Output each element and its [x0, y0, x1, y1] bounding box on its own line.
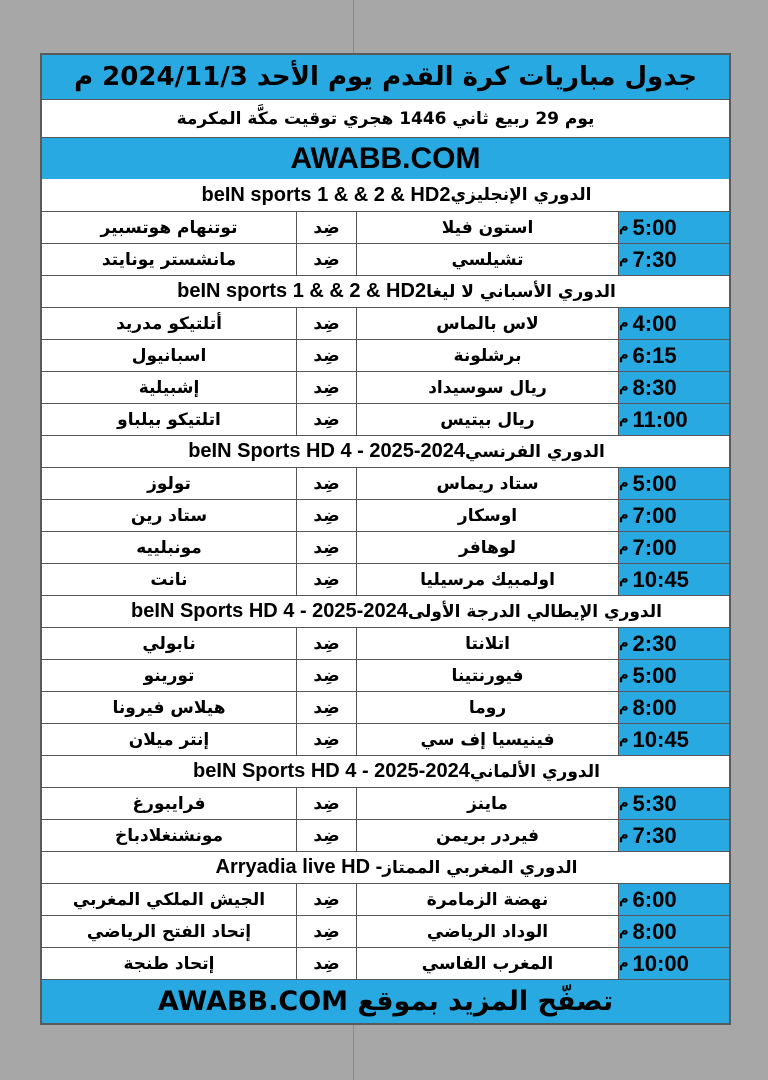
match-row	[42, 723, 729, 755]
home-team: نهضة الزمامرة	[357, 884, 619, 915]
home-team: الوداد الرياضي	[357, 916, 619, 947]
match-time: 7:30	[632, 246, 677, 272]
vs-label: ضِد	[297, 564, 357, 595]
vs-label: ضِد	[297, 692, 357, 723]
match-time-cell	[619, 628, 729, 659]
home-team: استون فيلا	[357, 212, 619, 243]
home-team: فيردر بريمن	[357, 820, 619, 851]
away-team: فرايبورغ	[42, 788, 297, 819]
home-team: فيورنتينا	[357, 660, 619, 691]
meridiem-label: م	[619, 956, 629, 971]
match-row	[42, 915, 729, 947]
match-time: 7:00	[632, 534, 677, 560]
match-time: 6:00	[632, 886, 677, 912]
match-row	[42, 307, 729, 339]
match-time-cell	[619, 372, 729, 403]
away-team: نابولي	[42, 628, 297, 659]
match-time-cell	[619, 308, 729, 339]
match-time: 8:00	[632, 694, 677, 720]
match-row	[42, 627, 729, 659]
meridiem-label: م	[619, 636, 629, 651]
meridiem-label: م	[619, 380, 629, 395]
league-channel: beIN Sports HD 4 - 2025-2024	[193, 760, 470, 782]
away-team: اتلتيكو بيلباو	[42, 404, 297, 435]
league-name: الدوري المغربي الممتاز	[382, 857, 578, 878]
league-name: الدوري الأسباني لا ليغا	[426, 281, 616, 302]
match-row	[42, 371, 729, 403]
away-team: ستاد رين	[42, 500, 297, 531]
vs-label: ضِد	[297, 244, 357, 275]
away-team: أتلتيكو مدريد	[42, 308, 297, 339]
home-team: لاس بالماس	[357, 308, 619, 339]
match-time-cell	[619, 468, 729, 499]
league-channel: beIN Sports HD 4 - 2025-2024	[188, 440, 465, 462]
vs-label: ضِد	[297, 628, 357, 659]
site-banner[interactable]: AWABB.COM	[42, 137, 729, 179]
home-team: المغرب الفاسي	[357, 948, 619, 979]
vs-label: ضِد	[297, 724, 357, 755]
away-team: مانشستر يونايتد	[42, 244, 297, 275]
league-name: الدوري الإيطالي الدرجة الأولى	[407, 601, 662, 622]
away-team: نانت	[42, 564, 297, 595]
away-team: الجيش الملكي المغربي	[42, 884, 297, 915]
match-time-cell	[619, 564, 729, 595]
match-row	[42, 787, 729, 819]
home-team: اوسكار	[357, 500, 619, 531]
home-team: تشيلسي	[357, 244, 619, 275]
league-header	[42, 435, 729, 467]
meridiem-label: م	[619, 572, 629, 587]
match-row	[42, 883, 729, 915]
vs-label: ضِد	[297, 212, 357, 243]
leagues-container	[42, 179, 729, 979]
schedule-sheet	[40, 53, 731, 1025]
match-row	[42, 531, 729, 563]
league-name: الدوري الإنجليزي	[450, 185, 592, 205]
match-time-cell	[619, 532, 729, 563]
match-row	[42, 819, 729, 851]
match-time: 8:30	[632, 374, 677, 400]
schedule-title: جدول مباريات كرة القدم يوم الأحد 2024/11/3 م	[42, 55, 729, 99]
match-row	[42, 211, 729, 243]
vs-label: ضِد	[297, 532, 357, 563]
match-row	[42, 243, 729, 275]
match-time: 5:00	[632, 470, 677, 496]
vs-label: ضِد	[297, 372, 357, 403]
match-time-cell	[619, 724, 729, 755]
vs-label: ضِد	[297, 916, 357, 947]
meridiem-label: م	[619, 476, 629, 491]
league-channel: beIN sports 1 & & 2 & HD2	[177, 280, 427, 302]
vs-label: ضِد	[297, 468, 357, 499]
match-time: 11:00	[632, 406, 688, 432]
match-row	[42, 403, 729, 435]
meridiem-label: م	[619, 668, 629, 683]
away-team: هيلاس فيرونا	[42, 692, 297, 723]
match-time-cell	[619, 820, 729, 851]
home-team: لوهافر	[357, 532, 619, 563]
league-header	[42, 275, 729, 307]
match-time-cell	[619, 340, 729, 371]
vs-label: ضِد	[297, 884, 357, 915]
match-row	[42, 339, 729, 371]
away-team: مونشنغلادباخ	[42, 820, 297, 851]
home-team: ريال بيتيس	[357, 404, 619, 435]
league-channel: Arryadia live HD -	[215, 856, 383, 878]
vs-label: ضِد	[297, 500, 357, 531]
match-time: 10:00	[632, 950, 689, 976]
away-team: تولوز	[42, 468, 297, 499]
home-team: اتلانتا	[357, 628, 619, 659]
home-team: فينيسيا إف سي	[357, 724, 619, 755]
league-header	[42, 595, 729, 627]
match-time: 4:00	[632, 310, 677, 336]
away-team: مونبلييه	[42, 532, 297, 563]
meridiem-label: م	[619, 220, 629, 235]
match-time-cell	[619, 692, 729, 723]
league-name: الدوري الفرنسي	[465, 441, 605, 462]
away-team: إنتر ميلان	[42, 724, 297, 755]
home-team: ستاد ريماس	[357, 468, 619, 499]
away-team: إتحاد الفتح الرياضي	[42, 916, 297, 947]
meridiem-label: م	[619, 924, 629, 939]
vs-label: ضِد	[297, 660, 357, 691]
meridiem-label: م	[619, 252, 629, 267]
match-row	[42, 563, 729, 595]
match-time-cell	[619, 916, 729, 947]
match-row	[42, 467, 729, 499]
meridiem-label: م	[619, 412, 629, 427]
home-team: ماينز	[357, 788, 619, 819]
meridiem-label: م	[619, 700, 629, 715]
meridiem-label: م	[619, 540, 629, 555]
match-time: 6:15	[632, 342, 677, 368]
match-time-cell	[619, 500, 729, 531]
away-team: اسبانيول	[42, 340, 297, 371]
match-time-cell	[619, 948, 729, 979]
meridiem-label: م	[619, 508, 629, 523]
match-time-cell	[619, 660, 729, 691]
away-team: إتحاد طنجة	[42, 948, 297, 979]
hijri-date: يوم 29 ربيع ثاني 1446 هجري توقيت مكَّة المكرمة	[42, 99, 729, 137]
match-time-cell	[619, 788, 729, 819]
home-team: روما	[357, 692, 619, 723]
match-time-cell	[619, 212, 729, 243]
match-time: 8:00	[632, 918, 677, 944]
league-channel: beIN Sports HD 4 - 2025-2024	[131, 600, 408, 622]
match-time-cell	[619, 884, 729, 915]
match-row	[42, 499, 729, 531]
match-time: 10:45	[632, 566, 689, 592]
match-time: 7:00	[632, 502, 677, 528]
match-row	[42, 947, 729, 979]
match-time: 5:00	[632, 662, 677, 688]
vs-label: ضِد	[297, 308, 357, 339]
league-header	[42, 755, 729, 787]
vs-label: ضِد	[297, 788, 357, 819]
footer-banner[interactable]: تصفّح المزيد بموقع AWABB.COM	[42, 979, 729, 1023]
league-name: الدوري الألماني	[469, 761, 600, 782]
league-header	[42, 179, 729, 211]
home-team: برشلونة	[357, 340, 619, 371]
match-row	[42, 659, 729, 691]
meridiem-label: م	[619, 796, 629, 811]
vs-label: ضِد	[297, 820, 357, 851]
league-channel: beIN sports 1 & & 2 & HD2	[201, 183, 451, 206]
vs-label: ضِد	[297, 404, 357, 435]
meridiem-label: م	[619, 316, 629, 331]
match-time: 5:00	[632, 214, 677, 240]
match-time-cell	[619, 244, 729, 275]
away-team: إشبيلية	[42, 372, 297, 403]
away-team: توتنهام هوتسبير	[42, 212, 297, 243]
match-time-cell	[619, 404, 729, 435]
vs-label: ضِد	[297, 948, 357, 979]
match-row	[42, 691, 729, 723]
league-header	[42, 851, 729, 883]
match-time: 2:30	[632, 630, 677, 656]
meridiem-label: م	[619, 828, 629, 843]
match-time: 10:45	[632, 726, 689, 752]
match-time: 7:30	[632, 822, 677, 848]
meridiem-label: م	[619, 892, 629, 907]
home-team: ريال سوسيداد	[357, 372, 619, 403]
meridiem-label: م	[619, 348, 629, 363]
match-time: 5:30	[632, 790, 677, 816]
away-team: تورينو	[42, 660, 297, 691]
vs-label: ضِد	[297, 340, 357, 371]
home-team: اولمبيك مرسيليا	[357, 564, 619, 595]
meridiem-label: م	[619, 732, 629, 747]
